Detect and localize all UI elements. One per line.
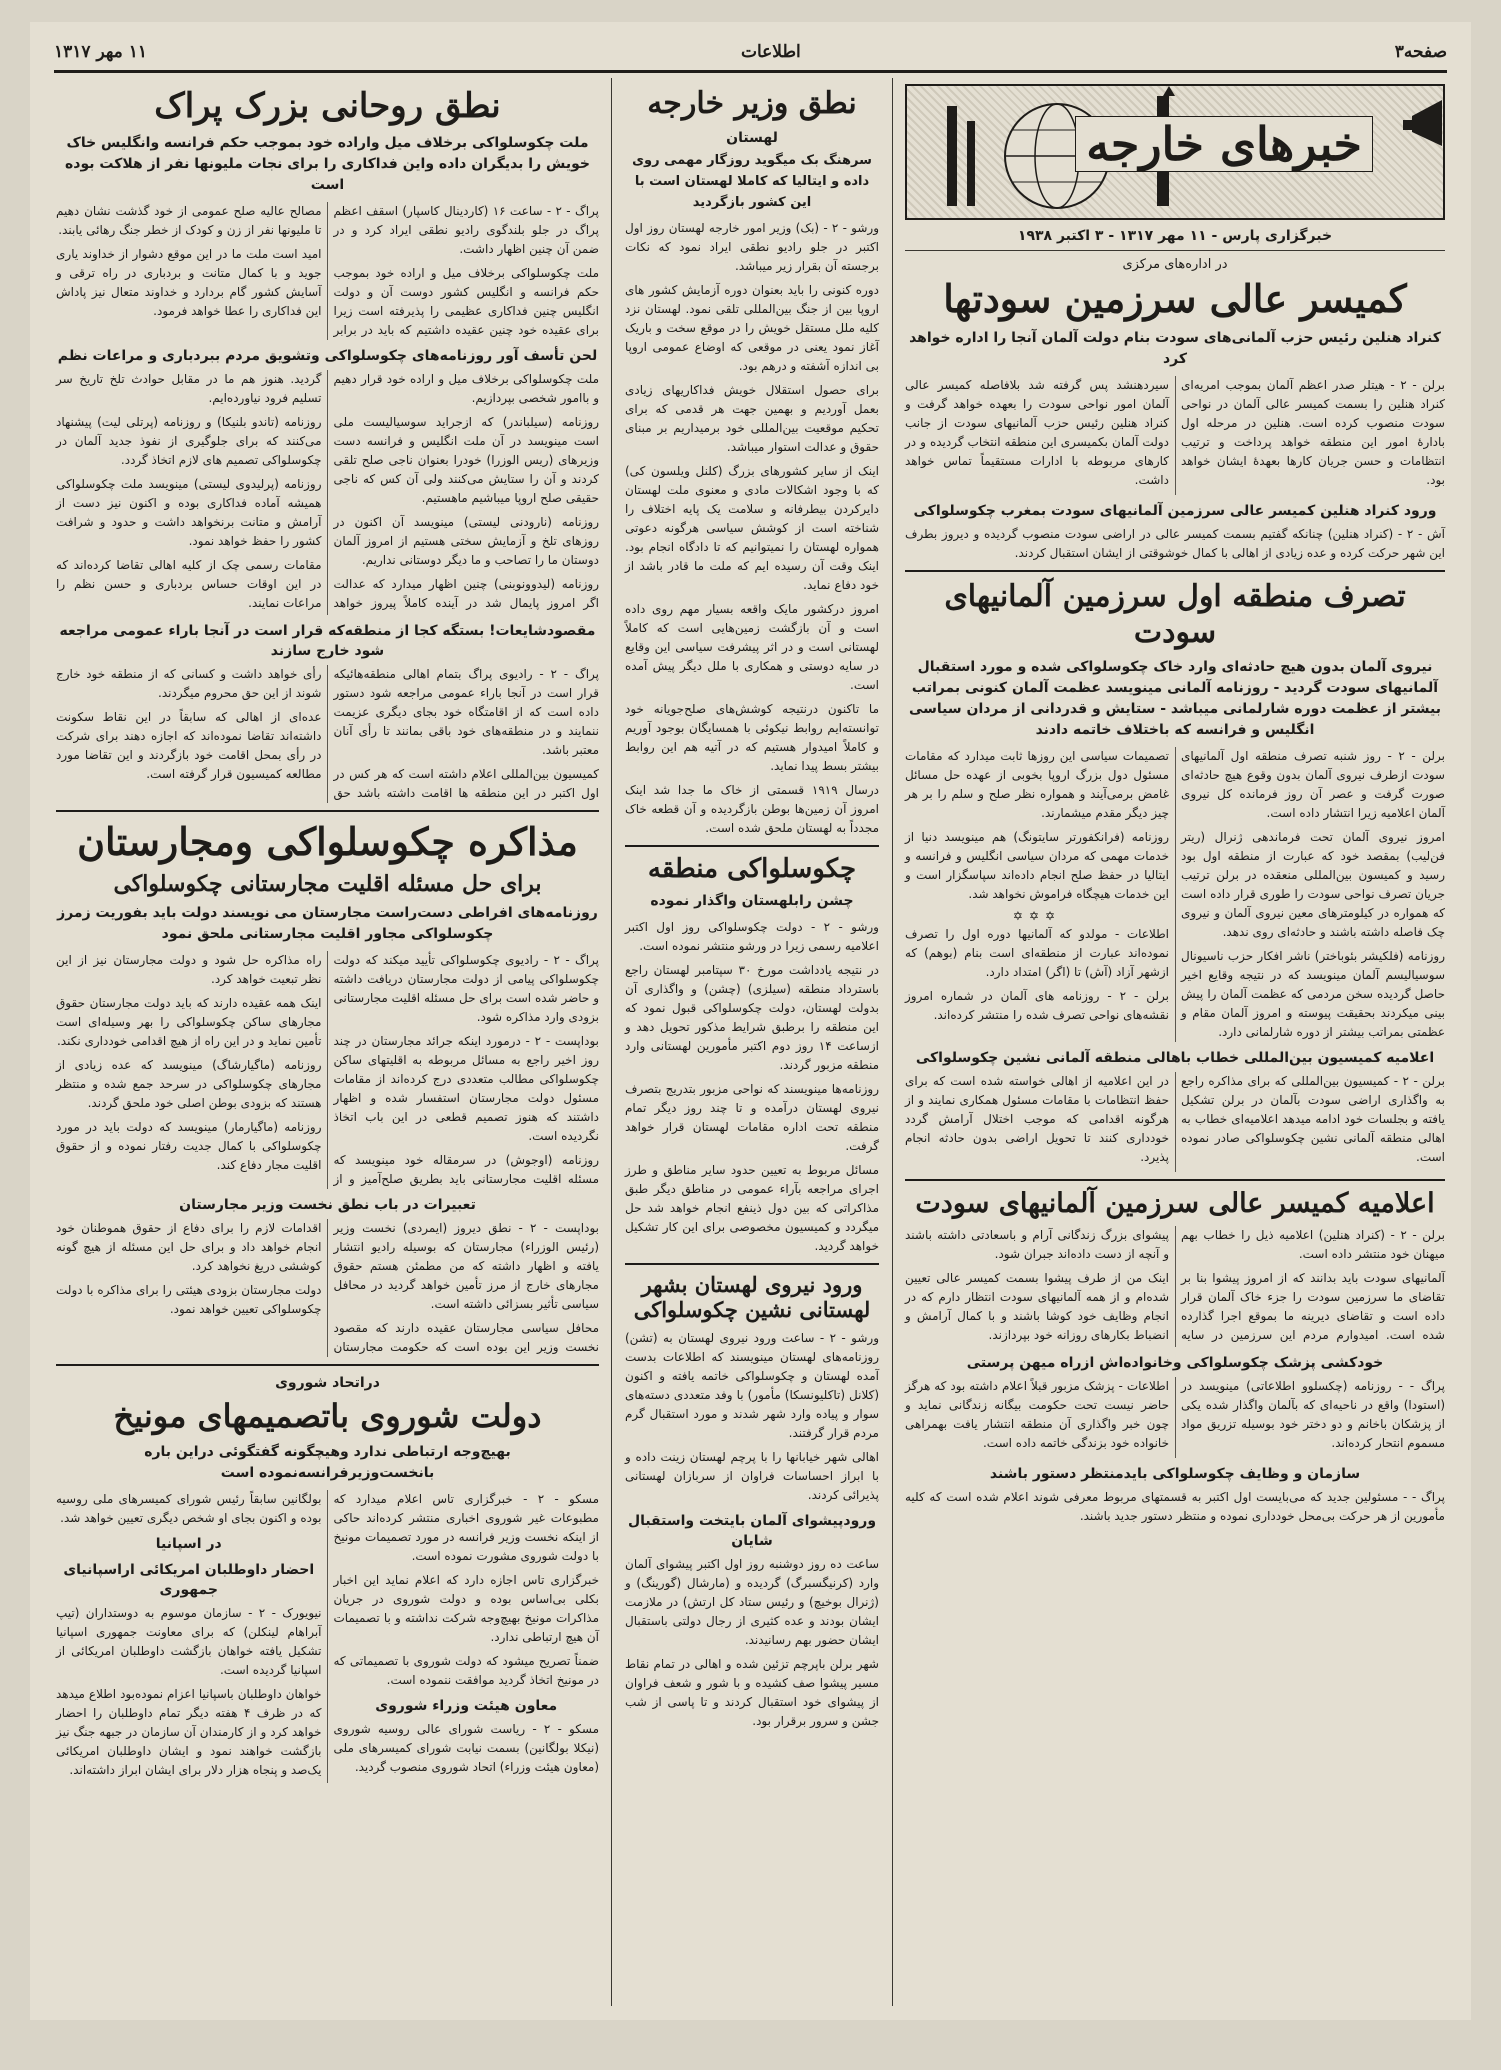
volunteers-heading: احضار داوطلبان امریکائی اراسپانیای جمهوری	[63, 1561, 315, 1598]
star-separator: ✡✡✡	[1012, 908, 1062, 923]
paper-name: اطلاعات	[740, 42, 801, 62]
czech-papers-article	[56, 370, 599, 616]
soviet-subhead: بهیچ‌وجه ارتباطی ندارد وهیچگونه گفتگوئی دراین باره بانخست‌وزیرفرانسه‌نموده است	[144, 1443, 511, 1481]
declaration-headline: اعلامیه کمیسر عالی سرزمین آلمانیهای سودت	[915, 1187, 1435, 1219]
article-paragraph: اینک از سایر کشورهای بزرگ (کلنل ویلسون کی) که با وجود اشکالات مادی و معنوی ملت لهستان دایرکردن بیطرفانه و سلامت یک پایه اختلاف را شناخته است از کوشش سیاسی هرگونه دعوتی همواره لهستان را نمیتوانیم که تا دادگاه انجام بود. اینک وقت آن رسیده ایم که ملت ما قادر باشد از خود دفاع نماید.	[625, 464, 879, 592]
article-paragraph: پراگ - ۲ - رادیوی چکوسلواکی تأیید میکند که دولت چکوسلواکی پیامی از دولت مجارستان دریافت داشته و حاضر شده است برای حل مسئله اقلیت مجارستانی بزودی وارد مذاکره شود.	[333, 953, 599, 1025]
masthead	[54, 40, 1447, 64]
article-paragraph: روزنامه (اوجوش) در سرمقاله خود مینویسد که مسئله اقلیت مجارستانی باید بطریق صلح‌آمیز و از راه مذاکره حل شود و دولت مجارستان نیز از این نظر تبعیت خواهد کرد.	[56, 953, 599, 1187]
column-divider	[611, 78, 612, 2006]
article-paragraph: روزنامه (نارودنی لیستی) مینویسد آن اکنون در روزهای تلخ و آزمایش سختی هستیم از امروز آلمان دوستان ما را تصاحب و ما دیگر دوستانی نداریم.	[333, 514, 599, 567]
occupation-headline: تصرف منطقه اول سرزمین آلمانیهای سودت	[944, 578, 1406, 650]
divider	[905, 1179, 1445, 1181]
article-paragraph: خبرگزاری تاس اجازه دارد که اعلام نماید این اخبار بکلی بی‌اساس بوده و دولت شوروی در جریان مذاکرات مونیخ بهیچ‌وجه شرکت نداشته و با تصمیمات آن هیچ ارتباطی ندارد.	[333, 1572, 599, 1644]
hungary-subhead: برای حل مسئله اقلیت مجارستانی چکوسلواکی	[113, 870, 542, 897]
column-divider	[892, 78, 893, 2006]
hungary-article	[56, 951, 599, 1189]
article-paragraph: ملت چکوسلواکی برخلاف میل و اراده خود قرار دهیم و باامور شخصی بپردازیم.	[333, 371, 599, 405]
newspaper-page	[30, 22, 1471, 2020]
article-paragraph: درسال ۱۹۱۹ قسمتی از خاک ما جدا شد اینک امروز آن زمین‌ها بوطن بازگردیده و آن قطعه خاک مجدداً به لهستان ملحق شده است.	[625, 783, 879, 835]
article-paragraph: مسکو - ۲ - ریاست شورای عالی روسیه شوروی (نیکلا بولگانین) بسمت نیابت شورای کمیسرهای ملی (معاون هیئت وزراء) اتحاد شوروی منصوب گردید.	[333, 1721, 600, 1774]
soviet-section-label: دراتحاد شوروی	[275, 1375, 380, 1392]
article-paragraph: ساعت ده روز دوشنبه روز اول اکتبر پیشوای آلمان وارد (کرنیگسبرگ) گردیده و (مارشال (گورینگ) و (ژنرال بوخیچ) و رئیس ستاد کل ارتش) در ملازمت ایشان بودند و عده کثیری از رجال دولتی باستقبال ایشان حضور بهم رسانیدند.	[625, 1556, 879, 1647]
commission-article	[905, 1072, 1445, 1172]
article-paragraph: محافل سیاسی مجارستان عقیده دارند که مقصود نخست وزیر این بوده است که حکومت مجارستان اقدامات لازم را برای دفاع از حقوق هموطنان خود انجام خواهد داد و برای حل این مسئله از هیچ گونه کوششی دریغ نخواهد کرد.	[56, 1221, 599, 1355]
article-paragraph: روزنامه (لیدوونوبنی) چنین اظهار میدارد که عدالت اگر امروز پایمال شد در آینده کاملاً پیروز خواهد گردید. هنوز هم ما در مقابل حوادث تلخ تاریخ سر تسلیم فرود نیاورده‌ایم.	[56, 371, 599, 610]
article-paragraph: امروز درکشور مایک واقعه بسیار مهم روی داده است و آن بازگشت زمین‌هایی است که کاملاً لهستانی است و در اثر پیشرفت سیاسی این وقایع در سایه دوستی و همکاری با ملل دیگر پیش آمده است.	[625, 602, 879, 692]
article-paragraph: اهالی شهر خیابانها را با پرچم لهستان زینت داده و با ابراز احساسات فراوان از سربازان لهستانی پذیرائی کردند.	[625, 1449, 879, 1502]
article-paragraph: اینک من از طرف پیشوا بسمت کمیسر عالی تعیین شده‌ام و از همه آلمانیهای سودت انتظار دارم که در انجام وظایف خود کوشا باشند و با کمال آرامش و انضباط بکارهای روزانه خود بپردازند.	[905, 1270, 1169, 1342]
article-paragraph: پراگ - - روزنامه (چکسلوو اطلاعاتی) مینویسد در (استودا) واقع در ناحیه‌ای که بآلمان واگذار شده یکی از پزشکان باخانم و دو دختر خود بوسیله تزریق مواد مسموم انتحار کرده‌اند.	[1181, 1379, 1445, 1451]
article-paragraph: تصمیمات سیاسی این روزها ثابت میدارد که مقامات مسئول دول بزرگ اروپا بخوبی از عهده حل مسائل غامض برمی‌آیند و همواره نظر صلح و سلم را بر هر چیز دیگر مقدم میشمارند.	[905, 748, 1169, 820]
article-paragraph: روزنامه (فرانکفورتر سایتونگ) هم مینویسد دنیا از خدمات مهمی که مردان سیاسی انگلیس و فرانسه و ایتالیا در حفظ صلح انجام داده‌اند سپاسگزار است و این خدمات هیچگاه فراموش نخواهد شد.	[905, 829, 1169, 901]
doctor-suicide-heading: خودکشی پزشک چکوسلواکی وخانواده‌اش ازراه میهن پرستی	[966, 1355, 1384, 1372]
article-paragraph: ما تاکنون درنتیجه کوشش‌های صلح‌جویانه خود توانسته‌ایم روابط نیکوئی با همسایگان بوجود آوریم و کاملاً امیدوار هستیم که در آتیه هم این روابط بیشتر بسط پیدا نماید.	[625, 702, 879, 773]
article-paragraph: بولگانین سابقاً رئیس شورای کمیسرهای ملی روسیه بوده و اکنون بجای او شخص دیگری تعیین خواهد شد.	[56, 1491, 322, 1525]
hungary-pm-article	[56, 1219, 599, 1357]
commission-heading: اعلامیه کمیسیون بین‌المللی خطاب باهالی منطقه آلمانی نشین چکوسلواکی	[915, 1049, 1435, 1066]
foreign-minister-subhead: سرهنگ بک میگوید روزگار مهمی روی داده و ایتالیا که کاملا لهستان است با این کشور بازگردید	[632, 153, 872, 210]
divider	[905, 570, 1445, 572]
polish-entry-headline: ورود نیروی لهستان بشهر لهستانی نشین چکوسلواکی	[633, 1272, 871, 1323]
czech-papers-heading: لحن تأسف آور روزنامه‌های چکوسلواکی وتشویق مردم ببردباری و مراعات نظم	[57, 347, 598, 364]
article-paragraph: برلن - ۲ - روز شنبه تصرف منطقه اول آلمانیهای سودت ازطرف نیروی آلمان بدون وقوع هیچ حادثه‌ای صورت گرفت و عصر آن روز فرمانده کل نیروی آلمان اعلامیه زیرا انتشار داده است.	[1181, 748, 1445, 820]
country-label: لهستان	[726, 130, 778, 146]
commissioner-subhead: کنراد هنلین رئیس حزب آلمانی‌های سودت بنام دولت آلمان آنجا را اداره خواهد کرد	[909, 329, 1441, 367]
article-paragraph: مسکو - ۲ - خبرگزاری تاس اعلام میدارد که مطبوعات غیر شوروی اخباری منتشر کرده‌اند حاکی از اینکه نخست وزیر فرانسه در مورد تصمیمات مونیخ با دولت شوروی مشورت نموده است.	[333, 1491, 599, 1563]
commissioner-article	[905, 376, 1445, 495]
article-paragraph: برلن - ۲ - کمیسیون بین‌المللی که برای مذاکره راجع به واگذاری اراضی سودت بآلمان در برلن تشکیل یافته و بجلسات خود ادامه میدهد اعلامیه‌ای خطاب به اهالی منطقه آلمانی نشین چکوسلواکی صادر نموده است.	[1181, 1073, 1445, 1164]
article-paragraph: پراگ - ۲ - رادیوی پراگ بتمام اهالی منطقه‌هائیکه قرار است در آنجا باراء عمومی مراجعه شود دستور داده است که از اقامتگاه خود بجای دیگری عزیمت ننمایند و در منطقه‌های خود باقی بمانند تا رأی آنان معتبر باشد.	[333, 667, 599, 758]
spain-section-label: در اسپانیا	[155, 1535, 222, 1552]
cession-subhead: چشن رابلهستان واگذار نموده	[650, 893, 854, 910]
divider	[905, 250, 1445, 251]
article-paragraph: مسائل مربوط به تعیین حدود سایر مناطق و طرز اجرای مراجعه بآراء عمومی در مناطق دیگر طبق مذاکراتی که بین دول ذینفع انجام خواهد شد حل میگردد و کمیسیون مخصوصی برای این کار تشکیل خواهد گردید.	[625, 1163, 879, 1254]
article-paragraph: روزنامه (ماگیارشاگ) مینویسد که عده زیادی از مجارهای چکوسلواکی در سرحد جمع شده و منتظر هستند که بزودی بوطن اصلی خود ملحق گردند.	[56, 1058, 322, 1111]
article-paragraph: در این اعلامیه از اهالی خواسته شده است که برای حفظ انتظامات با مقامات مسئول همکاری نمایند و از هرگونه اقدامی که موجب اختلال آرامش گردد خودداری کنند تا تحویل اراضی بدون حادثه انجام پذیرد.	[905, 1073, 1169, 1164]
article-paragraph: خواهان داوطلبان باسپانیا اعزام نموده‌بود اطلاع میدهد که در ظرف ۴ هفته دیگر تمام داوطلبان را احضار خواهد کرد و از کارمندان آن سازمان در جبهه جنگ نیز بازگشت خواهند نمود و ایشان داوطلبان امریکائی یک‌صد و پنجاه هزار دلار برای ایشان ابراز داشته‌اند.	[56, 1686, 322, 1777]
referendum-article	[56, 665, 599, 803]
foreign-news-banner	[905, 84, 1445, 220]
article-paragraph: پراگ - - مسئولین جدید که می‌بایست اول اکتبر به قسمتهای مربوط معرفی شوند اعلام شده است که کلیه مأمورین از هر حرکت بی‌محل خودداری نموده و منتظر دستور جدید باشند.	[905, 1490, 1445, 1524]
divider	[625, 845, 879, 847]
article-paragraph: روزنامه (فلکیشر بئوباختر) ناشر افکار حزب ناسیونال سوسیالیسم آلمان مینویسد که در نتیجه وقایع اخیر حاصل گردیده سخن مردمی که عظمت آلمان را پیش بینی میکردند بحقیقت پیوسته و امروز آلمان مقام و عظمتی بمراتب بیشتر از دوره شارلمانی دارد.	[1181, 948, 1445, 1039]
article-paragraph: دولت مجارستان بزودی هیئتی را برای مذاکره با دولت چکوسلواکی تعیین خواهد نمود.	[56, 1283, 322, 1317]
foreign-minister-headline: نطق وزیر خارجه	[647, 86, 857, 121]
article-paragraph: مقامات رسمی چک از کلیه اهالی تقاضا کرده‌اند که در این اوقات حساس بردباری و حسن نظم را مراعات نمایند.	[56, 557, 322, 610]
article-paragraph: نیویورک - ۲ - سازمان موسوم به دوستداران (تیپ آبراهام لینکلن) که برای معاونت جمهوری اسپانیا تشکیل یافته خواهان بازگشت داوطلبان امریکائی از اسپانیا گردیده است.	[56, 1605, 322, 1677]
declaration-article	[905, 1226, 1445, 1348]
divider	[625, 1263, 879, 1265]
article-paragraph: کمیسیون بین‌المللی اعلام داشته است که هر کس در اول اکتبر در این منطقه ها اقامت داشته باشد حق رأی خواهد داشت و کسانی که از منطقه خود خارج شوند از این حق محروم میگردند.	[56, 667, 599, 801]
agency-dateline: خبرگزاری پارس - ۱۱ مهر ۱۳۱۷ - ۳ اکتبر ۱۹۳۸	[1017, 228, 1333, 244]
article-paragraph: بوداپست - ۲ - نطق دیروز (ایمردی) نخست وزیر (رئیس الوزراء) مجارستان که بوسیله رادیو انتشار یافته و اظهار داشته که من مطمئن هستم حقوق مجارهای خارج از مرز تأمین خواهد گردید در محافل سیاسی تأثیر بسزائی داشته است.	[333, 1221, 599, 1312]
henlein-arrival-heading: ورود کنراد هنلین کمیسر عالی سرزمین آلمانیهای سودت بمغرب چکوسلواکی	[913, 502, 1437, 519]
soviet-headline: دولت شوروی باتصمیمهای مونیخ	[113, 1397, 542, 1436]
foreign-news-column	[899, 78, 1451, 2006]
occupation-subhead: نیروی آلمان بدون هیچ حادثه‌ای وارد خاک چکوسلواکی شده و مورد استقبال آلمانیهای سودت گردید - روزنامه آلمانی مینویسد عظمت آلمان کنونی بمراتب بیشتر از عظمت دوره شارلمانی میباشد - ستایش و قدردانی از مردان سیاسی انگلیس و فرانسه که باختلاف خاتمه دادند	[908, 658, 1442, 738]
article-paragraph: ملت چکوسلواکی برخلاف میل و اراده خود بموجب حکم فرانسه و انگلیس کشور دوست آن و دولت انگلیس چنین فداکاری عظیمی را پذیرفته است زیرا برای عقیده خود چنین عقیده داشتیم که باید در برابر مصالح عالیه صلح عمومی از خود گذشت نشان دهیم تا ملیونها نفر از زن و کودک از خطر جنگ رهائی یابند.	[56, 203, 599, 337]
prague-speech-headline: نطق روحانی بزرک پراک	[154, 86, 501, 126]
article-paragraph: روزنامه (ماگیارمار) مینویسد که دولت باید در مورد چکوسلواکی با کمال جدیت رفتار نموده و از حقوق اقلیت مجار دفاع کند.	[56, 1120, 322, 1173]
article-paragraph: اطلاعات - پزشک مزبور قبلاً اعلام داشته بود که هرگز حاضر نیست تحت حکومت بیگانه زندگانی نماید و چون خبر واگذاری آن منطقه انتشار یافت بهمراهی خانواده خود بزندگی خاتمه داده است.	[905, 1379, 1169, 1451]
cession-headline: چکوسلواکی منطقه	[647, 854, 857, 884]
article-paragraph: سیردهنشد پس گرفته شد بلافاصله کمیسر عالی آلمان امور نواحی سودت را بعهده خواهد گرفت و کنراد هنلین رئیس حزب آلمانیهای سودت از جانب دولت آلمان بکمیسری این منطقه انتخاب گردیده و در کارهای مربوطه با ادارات مستقیماً تماس خواهد داشت.	[905, 377, 1169, 487]
soviet-article	[56, 1490, 599, 1784]
fuhrer-arrival-heading: ورودپیشوای آلمان بایتخت واستقبال شایان	[627, 1512, 877, 1549]
article-paragraph: ورشو - ۲ - ساعت ورود نیروی لهستان به (تشن) روزنامه‌های لهستان مینویسند که اطلاعات بدست آمده لهستان و چکوسلواکی خاتمه یافته و اکنون (کلانل (تاکلیونسکا) مأمور) با وفد متعددی دسته‌های سوار و پیاده وارد شهر شدند و مورد استقبال گرم مردم قرار گرفتند.	[625, 1330, 880, 1440]
occupation-article	[905, 747, 1445, 1042]
article-paragraph: اینک همه عقیده دارند که باید دولت مجارستان حقوق مجارهای ساکن چکوسلواکی را بهر وسیله‌ای است تأمین نماید و در این راه از هیچ اقدامی خودداری نکند.	[56, 996, 322, 1049]
foreign-minister-column	[619, 78, 885, 2006]
issue-date: ۱۱ مهر ۱۳۱۷	[54, 42, 147, 62]
organization-heading: سازمان و وظایف چکوسلواکی بایدمنتظر دستور باشند	[989, 1466, 1361, 1483]
soviet-deputy-heading: معاون هیئت وزراء شوروی	[375, 1697, 558, 1714]
article-paragraph: روزنامه (تاندو بلنیکا) و روزنامه (پرتلی لیت) پیشنهاد می‌کنند که برای جلوگیری از نفوذ جدید آلمان در چکوسلواکی تصمیم های لازم اتخاذ گردد.	[56, 414, 322, 467]
referendum-heading: مقصودشایعات! بستگه کجا از منطقه‌که قرار است در آنجا باراء عمومی مراجعه شود خارج سازند	[59, 623, 596, 660]
article-paragraph: آش - ۲ - (کنراد هنلین) چنانکه گفتیم بسمت کمیسر عالی در اراضی سودت منصوب گردیده و دیروز بطرف این شهر حرکت کرده و عده زیادی از اهالی با کمال خوشوقتی از ایشان استقبال کردند.	[905, 526, 1446, 560]
article-paragraph: امروز نیروی آلمان تحت فرماندهی ژنرال (ریتر فن‌لیب) بمقصد خود که عبارت از منطقه اول بود رسید و کمیسون بین‌المللی منعقده در برلن ترتیب جریان تصرف نواحی سودت را طوری قرار داده است که همواره در کیلومترهای معین نیروی آلمان و نیروی چک فاصله داشته باشند و حادثه‌ای روی ندهد.	[1181, 829, 1445, 939]
article-paragraph: شهر برلن باپرچم تزئین شده و اهالی در تمام نقاط مسیر پیشوا صف کشیده و با شور و شعف فراوان از پیشوای خود استقبال کردند و تا پاسی از شب جشن و سرور برقرار بود.	[625, 1656, 879, 1728]
hungary-subhead-2: روزنامه‌های افراطی دست‌راست مجارستان می نویسند دولت باید بفوریت زمرز چکوسلواکی مجاور اقلیت مجارستانی ملحق نمود	[57, 905, 598, 943]
article-paragraph: عده‌ای از اهالی که سابقاً در این نقاط سکونت داشته‌اند تقاضا نموده‌اند که اجازه دهند برای شرکت در رأی بمحل اقامت خود بازگردند و این تقاضا مورد مطالعه کمیسیون قرار گرفته است.	[56, 710, 322, 782]
article-paragraph: دوره کنونی را باید بعنوان دوره آزمایش کشور های اروپا بین از جنگ بین‌المللی تلقی نمود. لهستان نزد کلیه ملل مستقل خویش را در موقع سخت و باریک آغاز نمود یعنی در موقعی که اوضاع عمومی اروپا بی اندازه آشفته و درهم بود.	[625, 283, 879, 373]
article-paragraph: پراگ - ۲ - ساعت ۱۶ (کاردینال کاسپار) اسقف اعظم پراگ در جلو بلندگوی رادیو نطقی ایراد کرد و در ضمن آن چنین اظهار داشت.	[333, 203, 599, 256]
article-paragraph: آلمانیهای سودت باید بدانند که از امروز پیشوا بنا بر تقاضای ما سرزمین سودت را جزء خاک آلمان قرار داده است و تقاضای دیرینه ما بموقع اجرا گذارده شده است. امیدوارم مردم این سرزمین در سایه پیشوای بزرگ زندگانی آرام و باسعادتی داشته باشند و آنچه از دست داده‌اند جبران شود.	[905, 1227, 1445, 1342]
prague-speech-article	[56, 202, 599, 340]
prague-column	[50, 78, 605, 2006]
article-paragraph: روزنامه (سیلباندر) که ازجراید سوسیالیست ملی است مینویسد در آن ملت انگلیس و فرانسه دست وزیرهای (ریس الوزرا) خودرا بعنوان ناجی صلح تلقی کردند و آن را ستایش می‌کنند ولی آن کس که ناجی حقیقی صلح اروپا میباشیم ماهستیم.	[333, 414, 599, 505]
divider	[56, 810, 599, 812]
article-paragraph: روزنامه (پرلیدوی لیستی) مینویسد ملت چکوسلواکی همیشه آماده فداکاری بوده و اکنون نیز دست از آرامش و متانت برنخواهد داشت و حدود و شرافت کشور را حفظ خواهد نمود.	[56, 476, 322, 548]
article-paragraph: ضمناً تصریح میشود که دولت شوروی با تصمیماتی که در مونیخ اتخاذ گردید موافقت ننموده است.	[333, 1653, 599, 1687]
article-paragraph: ورشو - ۲ - (بک) وزیر امور خارجه لهستان روز اول اکتبر در جلو رادیو نطقی ایراد نمود که نکات برجسته آن بقرار زیر میباشد.	[625, 221, 880, 273]
hungary-pm-heading: تعبیرات در باب نطق نخست وزیر مجارستان	[179, 1197, 476, 1214]
article-paragraph: برلن - ۲ - روزنامه های آلمان در شماره امروز نقشه‌های نواحی تصرف شده را منتشر کرده‌اند.	[905, 988, 1169, 1022]
foreign-news-title: خبرهای خارجه	[1075, 116, 1373, 172]
article-paragraph: ورشو - ۲ - دولت چکوسلواکی روز اول اکتبر اعلامیه رسمی زیرا در ورشو منتشر نموده است.	[625, 920, 879, 954]
article-paragraph: بوداپست - ۲ - درمورد اینکه جرائد مجارستان در چند روز اخیر راجع به مسائل مربوطه به اقلیتهای ساکن چکوسلواکی مطالب متعددی درج کرده‌اند از مقامات مسئول دولت مجارستان استفسار شده و اظهار داشتند که هنوز تصمیم قطعی در این باب اتخاذ نگردیده است.	[333, 1034, 599, 1144]
masthead-rule	[54, 70, 1447, 73]
hungary-headline: مذاکره چکوسلواکی ومجارستان	[77, 819, 578, 865]
prague-speech-subhead: ملت چکوسلواکی برخلاف میل واراده خود بموجب حکم فرانسه وانگلیس خاک خویش را بدیگران داده واین فداکاری را برای نجات ملیونها نفر از هلاکت بوده است	[65, 134, 590, 193]
article-paragraph: اطلاعات - مولدو که آلمانیها دوره اول را تصرف نموده‌اند عبارت از منطقه‌ای است بنام (بوهم) که ازشهر آزاد (آش) تا (اگر) امتداد دارد.	[905, 926, 1169, 979]
article-paragraph: در نتیجه یادداشت مورخ ۳۰ سپتامبر لهستان راجع باسترداد منطقه (سیلزی) (چشن) و واگذاری آن بدولت لهستان، دولت چکوسلواکی قبول نمود که این منطقه را برطبق شرایط مذکور تحویل دهد و ازساعت ۱۴ روز دوم اکتبر مأمورین لهستانی وارد منطقه مزبور گردند.	[625, 963, 879, 1073]
article-paragraph: برای حصول استقلال خویش فداکاریهای زیادی بعمل آوردیم و بهمین جهت هر قدمی که برای تحکیم موقعیت بین‌المللی خود برمیداریم بر مبنای حقوق و عدالت استوار میباشد.	[625, 383, 879, 454]
hq-label: در اداره‌های مرکزی	[1122, 257, 1228, 272]
doctor-suicide-article	[905, 1377, 1445, 1458]
article-paragraph: برلن - ۲ - هیتلر صدر اعظم آلمان بموجب امریه‌ای کنراد هنلین را بسمت کمیسر عالی آلمان در نواحی سودت منصوب کرده است. هنلین در مرحله اول بادارهٔ امور این منطقه خواهد پرداخت و ترتیب انتظامات و حسن جریان کارها بعهدهٔ ایشان خواهد بود.	[1181, 377, 1445, 487]
page-number: صفحه۳	[1394, 42, 1447, 62]
article-paragraph: امید است ملت ما در این موقع دشوار از خداوند یاری جوید و با کمال متانت و بردباری در راه ترقی و آسایش کشور گام بردارد و خداوند متعال نیز پاداش این فداکاری را عطا خواهد فرمود.	[56, 246, 322, 318]
commissioner-headline: کمیسر عالی سرزمین سودتها	[943, 276, 1407, 321]
article-paragraph: روزنامه‌ها مینویسند که نواحی مزبور بتدریج بتصرف نیروی لهستان درآمده و تا چند روز دیگر تمام منطقه تحت اداره مقامات لهستان قرار خواهد گرفت.	[625, 1082, 879, 1154]
article-paragraph: برلن - ۲ - (کنراد هنلین) اعلامیه ذیل را خطاب بهم میهنان خود منتشر داده است.	[1181, 1227, 1445, 1261]
divider	[56, 1364, 599, 1366]
